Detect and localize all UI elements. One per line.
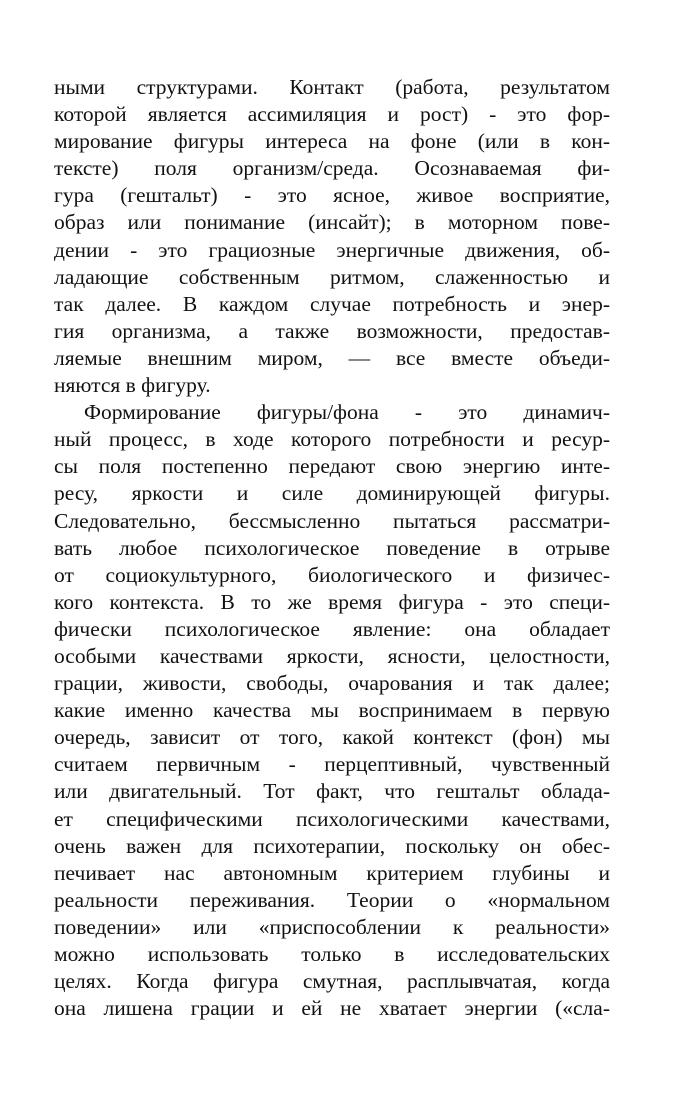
text-line: ресу, яркости и силе доминирующей фигуры. [54, 481, 610, 506]
text-line: очередь, зависит от того, какой контекст (фон) мы [54, 725, 610, 750]
text-line: дении - это грациозные энергичные движения, об- [54, 237, 610, 262]
text-line: очень важен для психотерапии, поскольку он обес- [54, 833, 610, 858]
text-line: ный процесс, в ходе которого потребности и ресур- [54, 427, 610, 452]
text-line: которой является ассимиляция и рост) - это фор- [54, 102, 610, 127]
text-line: Формирование фигуры/фона - это динамич- [84, 400, 610, 425]
text-line: ными структурами. Контакт (работа, результатом [54, 75, 610, 99]
text-line: ладающие собственным ритмом, слаженностью и [54, 264, 610, 289]
text-line: грации, живости, свободы, очарования и так далее; [54, 671, 610, 696]
text-line: считаем первичным - перцептивный, чувственный [54, 752, 610, 777]
paragraph-1 [54, 74, 610, 399]
text-line: няются в фигуру. [54, 373, 211, 398]
text-line: фически психологическое явление: она обладает [54, 616, 610, 641]
text-line: печивает нас автономным критерием глубины и [54, 860, 610, 885]
text-line: кого контекста. В то же время фигура - это специ- [54, 589, 610, 614]
text-line: или двигательный. Тот факт, что гештальт облада- [54, 779, 610, 804]
text-line: ет специфическими психологическими качествами, [54, 806, 610, 831]
text-line: поведении» или «приспособлении к реальности» [54, 914, 610, 939]
text-line: вать любое психологическое поведение в отрыве [54, 535, 610, 560]
text-line: гура (гештальт) - это ясное, живое восприятие, [54, 183, 610, 208]
text-line: Следовательно, бессмысленно пытаться рассматри- [54, 508, 610, 533]
text-line: ляемые внешним миром, — все вместе объеди- [54, 345, 610, 370]
text-line: образ или понимание (инсайт); в моторном пове- [54, 210, 610, 235]
text-line: так далее. В каждом случае потребность и энер- [54, 291, 610, 316]
text-line: тексте) поля организм/среда. Осознаваемая фи- [54, 156, 610, 181]
text-line: мирование фигуры интереса на фоне (или в кон- [54, 129, 610, 154]
text-line: можно использовать только в исследовательских [54, 942, 610, 966]
text-line: сы поля постепенно передают свою энергию инте- [54, 454, 610, 479]
text-line: какие именно качества мы воспринимаем в первую [54, 698, 610, 723]
text-line: гия организма, а также возможности, предостав- [54, 318, 610, 343]
text-line: особыми качествами яркости, ясности, целостности, [54, 643, 610, 668]
text-line: целях. Когда фигура смутная, расплывчатая, когда [54, 969, 610, 994]
text-line: она лишена грации и ей не хватает энергии («сла- [54, 996, 610, 1021]
text-line: реальности переживания. Теории о «нормальном [54, 887, 610, 912]
text-line: от социокультурного, биологического и физичес- [54, 562, 610, 587]
paragraph-2 [54, 399, 610, 1022]
body-text [54, 74, 610, 1022]
